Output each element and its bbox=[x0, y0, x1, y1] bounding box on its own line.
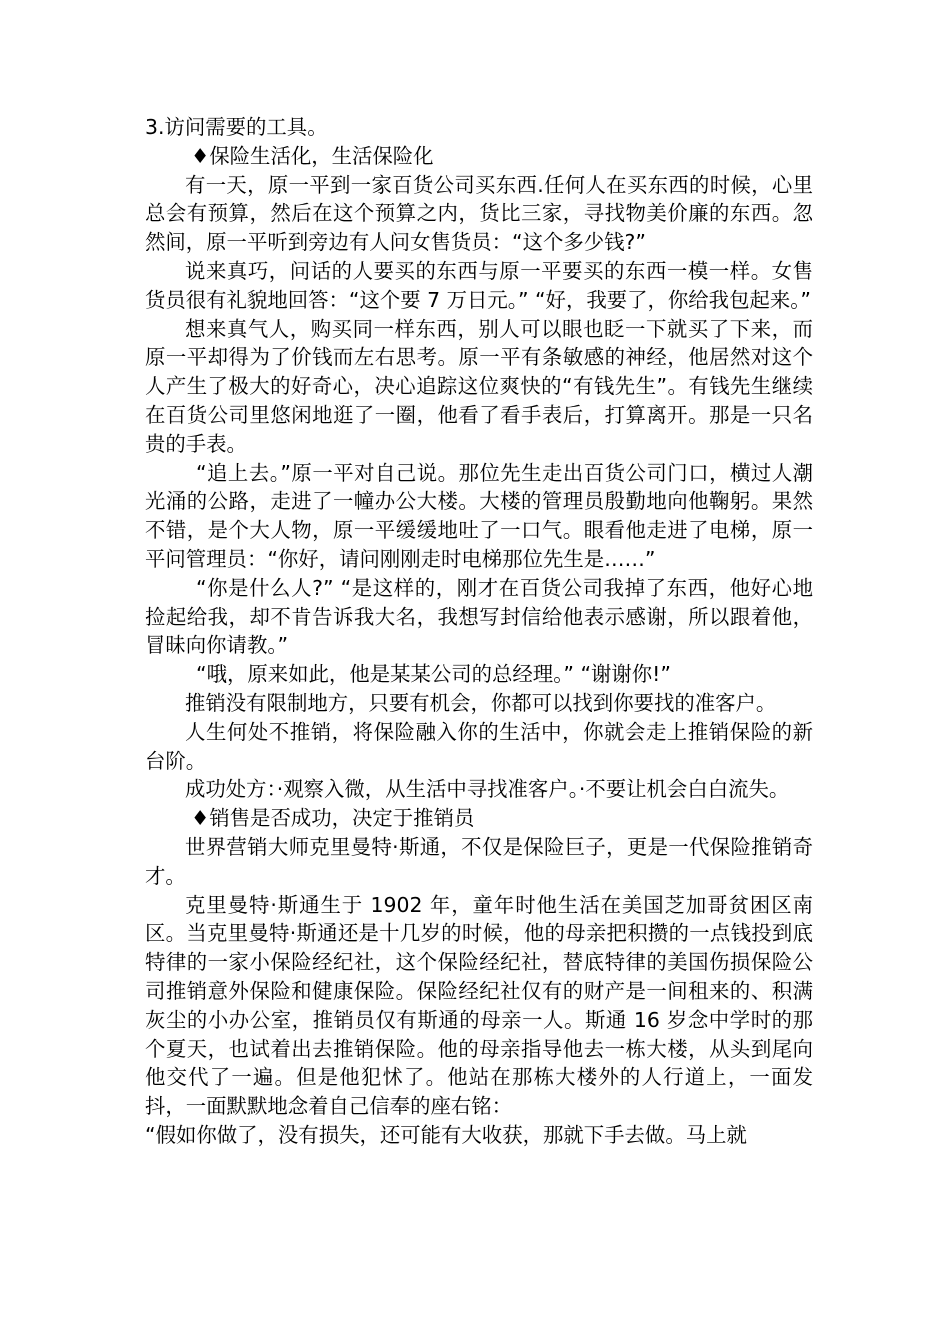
section-heading-insurance-life: ♦保险生活化，生活保险化 bbox=[191, 143, 434, 168]
paragraph: 世界营销大师克里曼特·斯通，不仅是保险巨子，更是一代保险推销奇才。 bbox=[145, 834, 813, 888]
section-heading-sales-success: ♦销售是否成功，决定于推销员 bbox=[191, 806, 475, 831]
paragraph: 有一天，原一平到一家百货公司买东西.任何人在买东西的时候，心里总会有预算，然后在这个预算之内，货比三家，寻找物美价廉的东西。忽然间，原一平听到旁边有人问女售货员：“这个多少钱?” bbox=[145, 172, 813, 255]
paragraph: 想来真气人，购买同一样东西，别人可以眼也眨一下就买了下来，而原一平却得为了价钱而左右思考。原一平有条敏感的神经，他居然对这个人产生了极大的好奇心，决心追踪这位爽快的“有钱先生”。有钱先生继续在百货公司里悠闲地逛了一圈，他看了看手表后，打算离开。那是一只名贵的手表。 bbox=[145, 316, 813, 456]
paragraph: 推销没有限制地方，只要有机会，你都可以找到你要找的准客户。 bbox=[185, 690, 777, 715]
paragraph: “哦，原来如此，他是某某公司的总经理。” “谢谢你!” bbox=[196, 662, 671, 687]
section-heading-tools: 3.访问需要的工具。 bbox=[145, 115, 328, 139]
paragraph: “假如你做了，没有损失，还可能有大收获，那就下手去做。马上就 bbox=[145, 1122, 747, 1147]
paragraph: 成功处方：·观察入微，从生活中寻找准客户。·不要让机会白白流失。 bbox=[185, 777, 790, 802]
paragraph: “追上去。”原一平对自己说。那位先生走出百货公司门口，横过人潮光涌的公路，走进了一幢办公大楼。大楼的管理员殷勤地向他鞠躬。果然不错，是个大人物，原一平缓缓地吐了一口气。眼看他走进了电梯，原一平问管理员：“你好，请问刚刚走时电梯那位先生是……” bbox=[145, 460, 813, 571]
document-body bbox=[145, 113, 813, 1150]
paragraph: 人生何处不推销，将保险融入你的生活中，你就会走上推销保险的新台阶。 bbox=[145, 719, 813, 773]
paragraph: 克里曼特·斯通生于 1902 年，童年时他生活在美国芝加哥贫困区南区。当克里曼特·斯通还是十几岁的时候，他的母亲把积攒的一点钱投到底特律的一家小保险经纪社，这个保险经纪社，替底特律的美国伤损保险公司推销意外保险和健康保险。保险经纪社仅有的财产是一间租来的、积满灰尘的小办公室，推销员仅有斯通的母亲一人。斯通 16 岁念中学时的那个夏天，也试着出去推销保险。他的母亲指导他去一栋大楼，从头到尾向他交代了一遍。但是他犯怵了。他站在那栋大楼外的人行道上，一面发抖，一面默默地念着自己信奉的座右铭： bbox=[145, 892, 813, 1119]
paragraph: 说来真巧，问话的人要买的东西与原一平要买的东西一模一样。女售货员很有礼貌地回答：“这个要 7 万日元。” “好，我要了，你给我包起来。” bbox=[145, 258, 813, 312]
paragraph: “你是什么人?” “是这样的，刚才在百货公司我掉了东西，他好心地捡起给我，却不肯告诉我大名，我想写封信给他表示感谢，所以跟着他，冒昧向你请教。” bbox=[145, 575, 813, 658]
